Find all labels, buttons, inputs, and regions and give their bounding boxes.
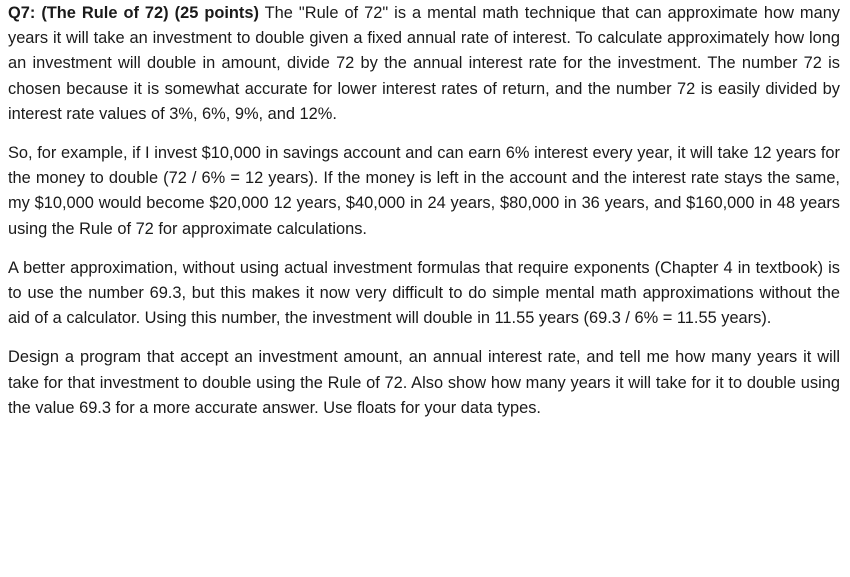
program-task-paragraph: Design a program that accept an investment amount, an annual interest rate, and tell me how many years it will take for that investment to double using the Rule of 72. Also show how many years it will take for it to double using the value 69.3 for a more accurate answer. Use floats for your data types. [8, 348, 840, 417]
better-approximation-paragraph: A better approximation, without using actual investment formulas that require exponents (Chapter 4 in textbook) is to use the number 69.3, but this makes it now very difficult to do simple mental math approximations without the aid of a calculator. Using this number, the investment will double in 11.55 years (69.3 / 6% = 11.55 years). [8, 258, 840, 328]
question-intro-paragraph [8, 1, 840, 127]
document-page [0, 1, 850, 577]
question-heading: Q7: (The Rule of 72) (25 points) [8, 4, 259, 22]
example-paragraph: So, for example, if I invest $10,000 in savings account and can earn 6% interest every year, it will take 12 years for the money to double (72 / 6% = 12 years). If the money is left in the account and the interest rate stays the same, my $10,000 would become $20,000 12 years, $40,000 in 24 years, $80,000 in 36 years, and $160,000 in 48 years using the Rule of 72 for approximate calculations. [8, 144, 840, 238]
question-intro-text: The "Rule of 72" is a mental math technique that can approximate how many years it will take an investment to double given a fixed annual rate of interest. To calculate approximately how long an investment will double in amount, divide 72 by the annual interest rate for the investment. The number 72 is chosen because it is somewhat accurate for lower interest rates of return, and the number 72 is easily divided by interest rate values of 3%, 6%, 9%, and 12%. [8, 4, 841, 123]
